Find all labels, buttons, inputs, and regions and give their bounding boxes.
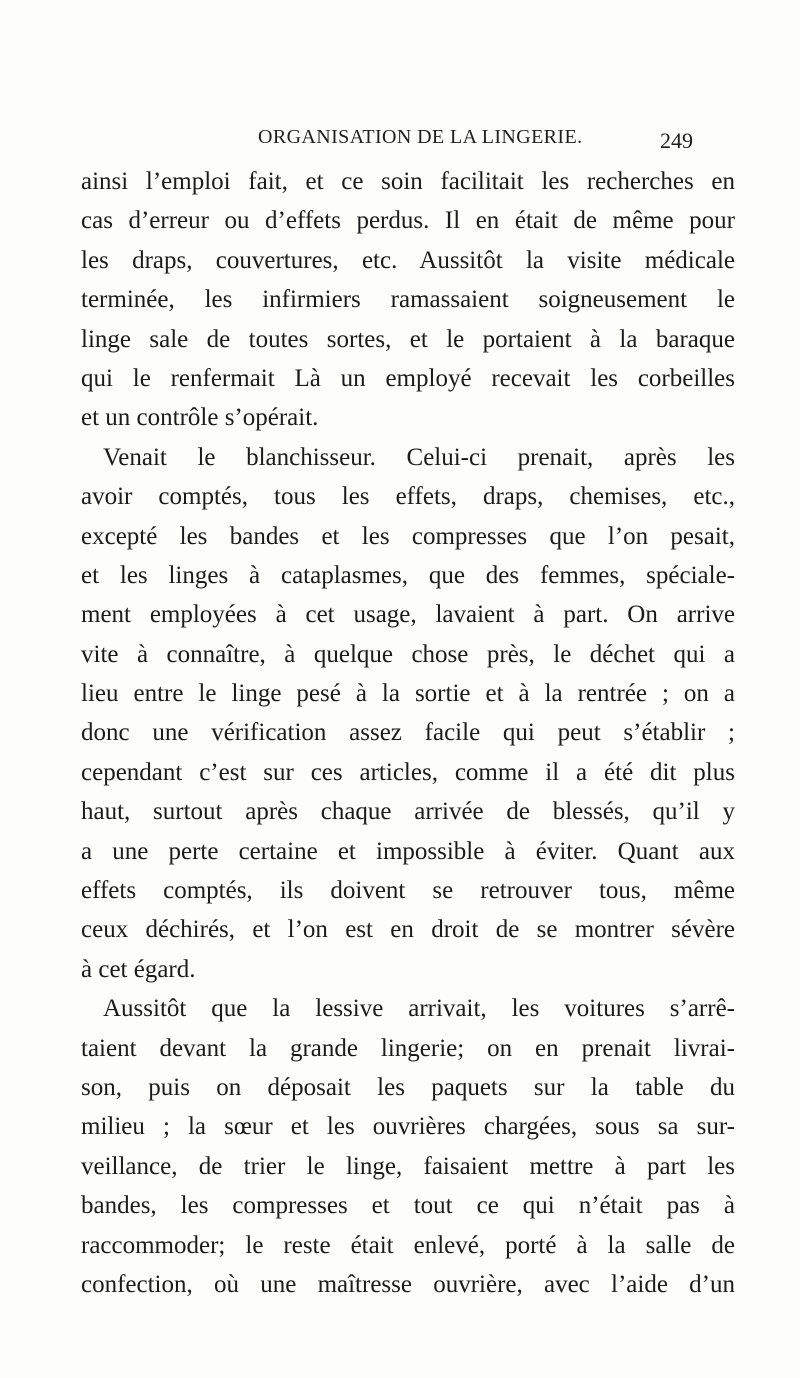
text-line: veillance, de trier le linge, faisaient mettre à part les [81, 1152, 735, 1180]
text-line: ceux déchirés, et l’on est en droit de se montrer sévère [81, 916, 735, 944]
text-line: taient devant la grande lingerie; on en prenait livrai- [81, 1034, 735, 1062]
text-line: terminée, les infirmiers ramassaient soigneusement le [81, 286, 735, 314]
text-line: son, puis on déposait les paquets sur la table du [81, 1073, 735, 1101]
text-line: lieu entre le linge pesé à la sortie et à la rentrée ; on a [81, 680, 735, 708]
text-line: a une perte certaine et impossible à éviter. Quant aux [81, 837, 735, 865]
text-line: cependant c’est sur ces articles, comme il a été dit plus [81, 758, 735, 786]
text-line: confection, où une maîtresse ouvrière, avec l’aide d’un [81, 1270, 735, 1298]
running-title: ORGANISATION DE LA LINGERIE. [258, 126, 583, 148]
text-line: effets comptés, ils doivent se retrouver tous, même [81, 877, 735, 905]
text-line: à cet égard. [81, 955, 196, 983]
text-line: les draps, couvertures, etc. Aussitôt la visite médicale [81, 246, 735, 274]
text-line: Aussitôt que la lessive arrivait, les voitures s’arrê- [103, 995, 735, 1023]
body-text [81, 162, 735, 1304]
text-line: excepté les bandes et les compresses que l’on pesait, [81, 522, 735, 550]
text-line: milieu ; la sœur et les ouvrières chargées, sous sa sur- [81, 1113, 735, 1141]
text-line: haut, surtout après chaque arrivée de blessés, qu’il y [81, 798, 735, 826]
running-head [0, 124, 800, 156]
text-line: donc une vérification assez facile qui peut s’établir ; [81, 719, 735, 747]
text-line: Venait le blanchisseur. Celui-ci prenait, après les [103, 443, 735, 471]
text-line: ment employées à cet usage, lavaient à part. On arrive [81, 601, 735, 629]
text-line: qui le renfermait Là un employé recevait les corbeilles [81, 364, 735, 392]
page-number: 249 [660, 128, 693, 153]
text-line: avoir comptés, tous les effets, draps, chemises, etc., [81, 483, 735, 511]
text-line: bandes, les compresses et tout ce qui n’était pas à [81, 1192, 735, 1220]
text-line: cas d’erreur ou d’effets perdus. Il en était de même pour [81, 207, 735, 235]
text-line: ainsi l’emploi fait, et ce soin facilitait les recherches en [81, 168, 735, 195]
text-line: linge sale de toutes sortes, et le portaient à la baraque [81, 325, 735, 353]
text-line: et un contrôle s’opérait. [81, 404, 319, 432]
text-line: vite à connaître, à quelque chose près, le déchet qui a [81, 640, 735, 668]
text-line: et les linges à cataplasmes, que des femmes, spéciale- [81, 561, 735, 589]
text-line: raccommoder; le reste était enlevé, porté à la salle de [81, 1231, 735, 1259]
